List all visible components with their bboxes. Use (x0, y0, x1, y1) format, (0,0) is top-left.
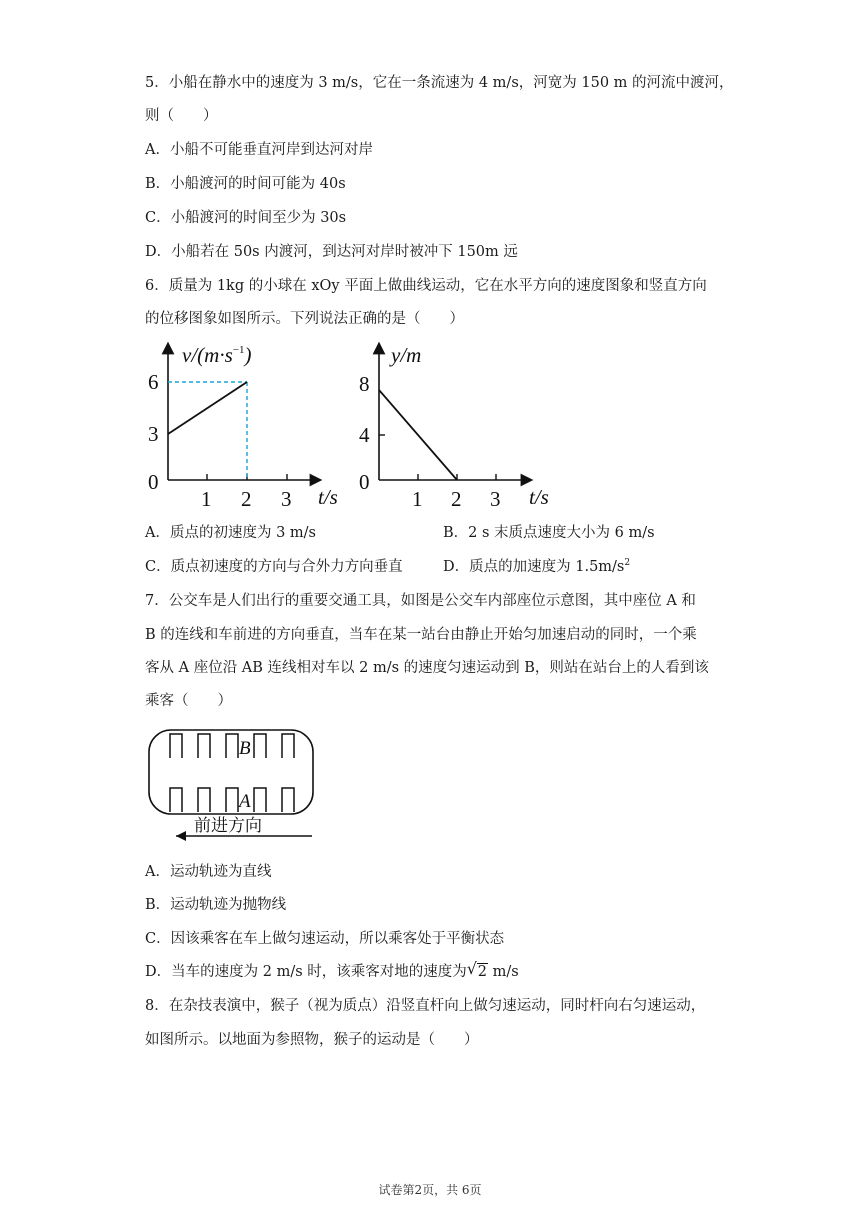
q5-option-c: C．小船渡河的时间至少为 30s (145, 210, 347, 226)
seat-label-b: B (239, 738, 251, 759)
q5-stem-line1: 5．小船在静水中的速度为 3 m/s，它在一条流速为 4 m/s，河宽为 150 m 的河流中渡河， (145, 75, 734, 91)
q5-stem-line2: 则（ ） (145, 108, 218, 124)
v-graph-xtick-3: 3 (281, 487, 292, 510)
q5-option-d: D．小船若在 50s 内渡河，到达河对岸时被冲下 150m 远 (145, 244, 518, 260)
q7-stem-line2: B 的连线和车前进的方向垂直，当车在某一站台由静止开始匀加速启动的同时，一个乘 (145, 627, 697, 643)
q7-option-c: C．因该乘客在车上做匀速运动，所以乘客处于平衡状态 (145, 931, 505, 947)
q6-stem-line1: 6．质量为 1kg 的小球在 xOy 平面上做曲线运动，它在水平方向的速度图象和竖直方向 (145, 278, 707, 294)
q6-option-d: D．质点的加速度为 $1.5m/s^2$ (443, 558, 631, 575)
q7-option-b: B．运动轨迹为抛物线 (145, 897, 287, 913)
v-graph-xlabel: t/s (318, 485, 338, 509)
q6-option-a: A．质点的初速度为 3 m/s (145, 525, 316, 541)
q7-bus-seat-diagram (146, 726, 318, 844)
q8-stem-line2: 如图所示。以地面为参照物，猴子的运动是（ ） (145, 1032, 479, 1048)
v-graph-line (168, 382, 247, 434)
v-graph-xtick-1: 1 (201, 487, 212, 510)
q7-stem-line4: 乘客（ ） (145, 693, 232, 709)
v-graph-ytick-6: 6 (148, 370, 159, 394)
q6-stem-line2: 的位移图象如图所示。下列说法正确的是（ ） (145, 311, 464, 327)
q6-velocity-graph (140, 338, 350, 510)
y-graph-xtick-2: 2 (451, 487, 462, 510)
v-graph-ytick-0: 0 (148, 470, 159, 494)
y-graph-ylabel: y/m (391, 343, 422, 367)
bus-outline (149, 730, 313, 814)
y-graph-xtick-3: 3 (490, 487, 501, 510)
page-footer: 试卷第2页，共 6页 (378, 1183, 482, 1197)
v-graph-xtick-2: 2 (241, 487, 252, 510)
v-graph-ytick-3: 3 (148, 422, 159, 446)
sqrt-symbol: √ 2 (466, 959, 487, 980)
q7-option-d: D．当车的速度为 2 m/s 时，该乘客对地的速度为 √ 2 m/s (145, 959, 519, 980)
y-graph-ytick-8: 8 (359, 372, 370, 396)
y-graph-ytick-4: 4 (359, 423, 370, 447)
q6-option-c: C．质点初速度的方向与合外力方向垂直 (145, 559, 403, 575)
y-graph-ytick-0: 0 (359, 470, 370, 494)
q5-option-b: B．小船渡河的时间可能为 40s (145, 176, 346, 192)
seat-label-a: A (239, 791, 251, 812)
v-graph-ylabel: $v/(m\cdot s^{-1})$ (182, 343, 252, 367)
direction-label: 前进方向 (194, 816, 262, 835)
q7-stem-line1: 7．公交车是人们出行的重要交通工具，如图是公交车内部座位示意图，其中座位 A 和 (145, 593, 696, 609)
q7-option-a: A．运动轨迹为直线 (145, 864, 272, 880)
y-graph-line (379, 390, 457, 480)
q7-stem-line3: 客从 A 座位沿 AB 连线相对车以 2 m/s 的速度匀速运动到 B，则站在站台上的人看到该 (145, 660, 709, 676)
q8-stem-line1: 8．在杂技表演中，猴子（视为质点）沿竖直杆向上做匀速运动，同时杆向右匀速运动， (145, 998, 706, 1014)
y-graph-xtick-1: 1 (412, 487, 423, 510)
q5-option-a: A．小船不可能垂直河岸到达河对岸 (145, 142, 373, 158)
y-graph-xlabel: t/s (529, 485, 549, 509)
q6-option-b: B．2 s 末质点速度大小为 6 m/s (443, 525, 655, 541)
q6-position-graph (355, 338, 565, 510)
